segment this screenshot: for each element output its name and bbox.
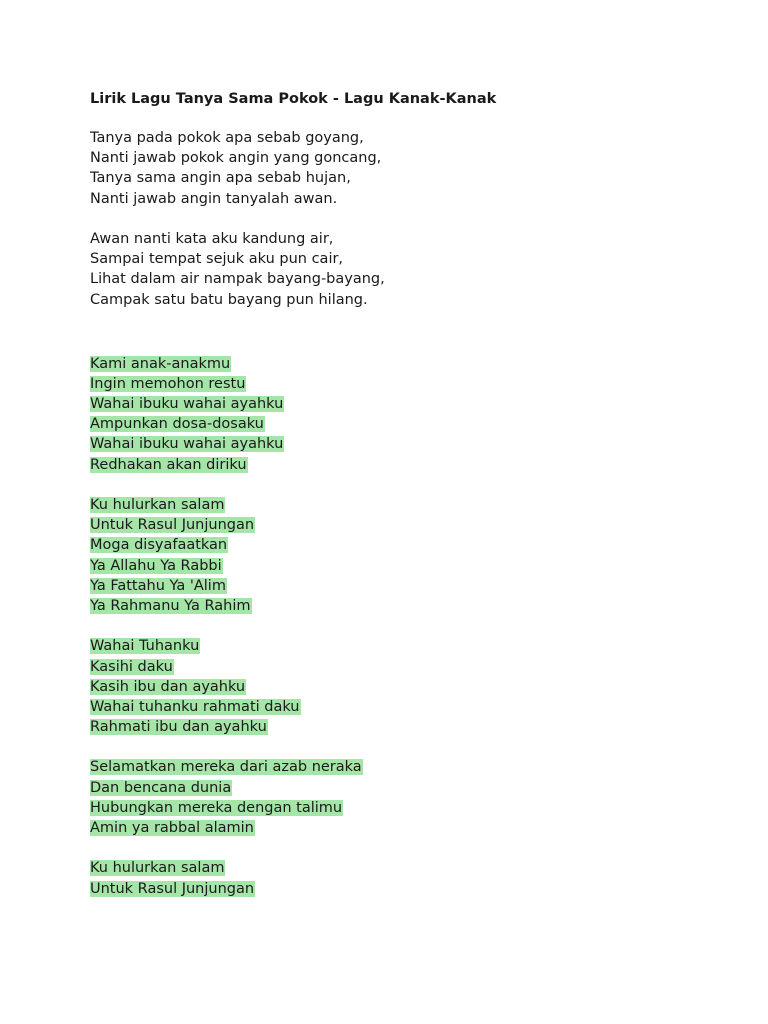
lyric-line: Tanya sama angin apa sebab hujan,	[90, 170, 351, 187]
highlighted-lyric-line: Ya Rahmanu Ya Rahim	[90, 597, 251, 614]
stanza-plain-2	[90, 229, 730, 310]
highlighted-lyric-line: Wahai ibuku wahai ayahku	[90, 396, 284, 413]
highlighted-lyric-line: Untuk Rasul Junjungan	[90, 880, 255, 897]
highlighted-lyric-line: Ya Fattahu Ya 'Alim	[90, 577, 226, 594]
highlighted-lyric-line: Kasihi daku	[90, 658, 173, 675]
highlighted-lyric-line: Moga disyafaatkan	[90, 537, 228, 554]
highlighted-lyric-line: Ampunkan dosa-dosaku	[90, 416, 264, 433]
stanza-highlighted-2	[90, 495, 730, 616]
lyric-line: Lihat dalam air nampak bayang-bayang,	[90, 271, 385, 288]
stanza-plain-1	[90, 128, 730, 209]
stanza-highlighted-1	[90, 354, 730, 475]
stanza-spacer	[90, 737, 730, 757]
highlighted-lyric-line: Untuk Rasul Junjungan	[90, 517, 255, 534]
stanza-spacer	[90, 475, 730, 495]
document-page	[90, 88, 730, 899]
stanza-spacer	[90, 616, 730, 636]
lyric-line: Awan nanti kata aku kandung air,	[90, 230, 334, 247]
highlighted-lyric-line: Kasih ibu dan ayahku	[90, 678, 246, 695]
highlighted-lyric-line: Ingin memohon restu	[90, 375, 246, 392]
highlighted-lyric-line: Ku hulurkan salam	[90, 497, 225, 513]
stanza-spacer	[90, 209, 730, 229]
highlighted-lyric-line: Redhakan akan diriku	[90, 456, 247, 473]
highlighted-lyric-line: Wahai Tuhanku	[90, 638, 200, 655]
highlighted-lyric-line: Ya Allahu Ya Rabbi	[90, 557, 222, 574]
highlighted-lyric-line: Wahai tuhanku rahmati daku	[90, 698, 300, 715]
lyric-line: Nanti jawab angin tanyalah awan.	[90, 190, 338, 207]
document-title: Lirik Lagu Tanya Sama Pokok - Lagu Kanak-Kanak	[90, 91, 497, 107]
highlighted-lyric-line: Wahai ibuku wahai ayahku	[90, 436, 284, 453]
lyric-line: Sampai tempat sejuk aku pun cair,	[90, 251, 344, 268]
lyric-line: Tanya pada pokok apa sebab goyang,	[90, 130, 364, 146]
stanza-highlighted-4	[90, 757, 730, 838]
lyric-line: Nanti jawab pokok angin yang goncang,	[90, 150, 382, 167]
stanza-spacer	[90, 838, 730, 858]
highlighted-lyric-line: Dan bencana dunia	[90, 779, 232, 796]
highlighted-lyric-line: Hubungkan mereka dengan talimu	[90, 799, 343, 816]
stanza-highlighted-3	[90, 636, 730, 737]
section-spacer	[90, 310, 730, 354]
highlighted-lyric-line: Amin ya rabbal alamin	[90, 820, 254, 836]
highlighted-lyric-line: Selamatkan mereka dari azab neraka	[90, 759, 362, 776]
highlighted-lyric-line: Kami anak-anakmu	[90, 355, 231, 372]
lyric-line: Campak satu batu bayang pun hilang.	[90, 291, 368, 308]
highlighted-lyric-line: Ku hulurkan salam	[90, 860, 225, 877]
highlighted-lyric-line: Rahmati ibu dan ayahku	[90, 719, 267, 736]
stanza-highlighted-5	[90, 858, 730, 898]
